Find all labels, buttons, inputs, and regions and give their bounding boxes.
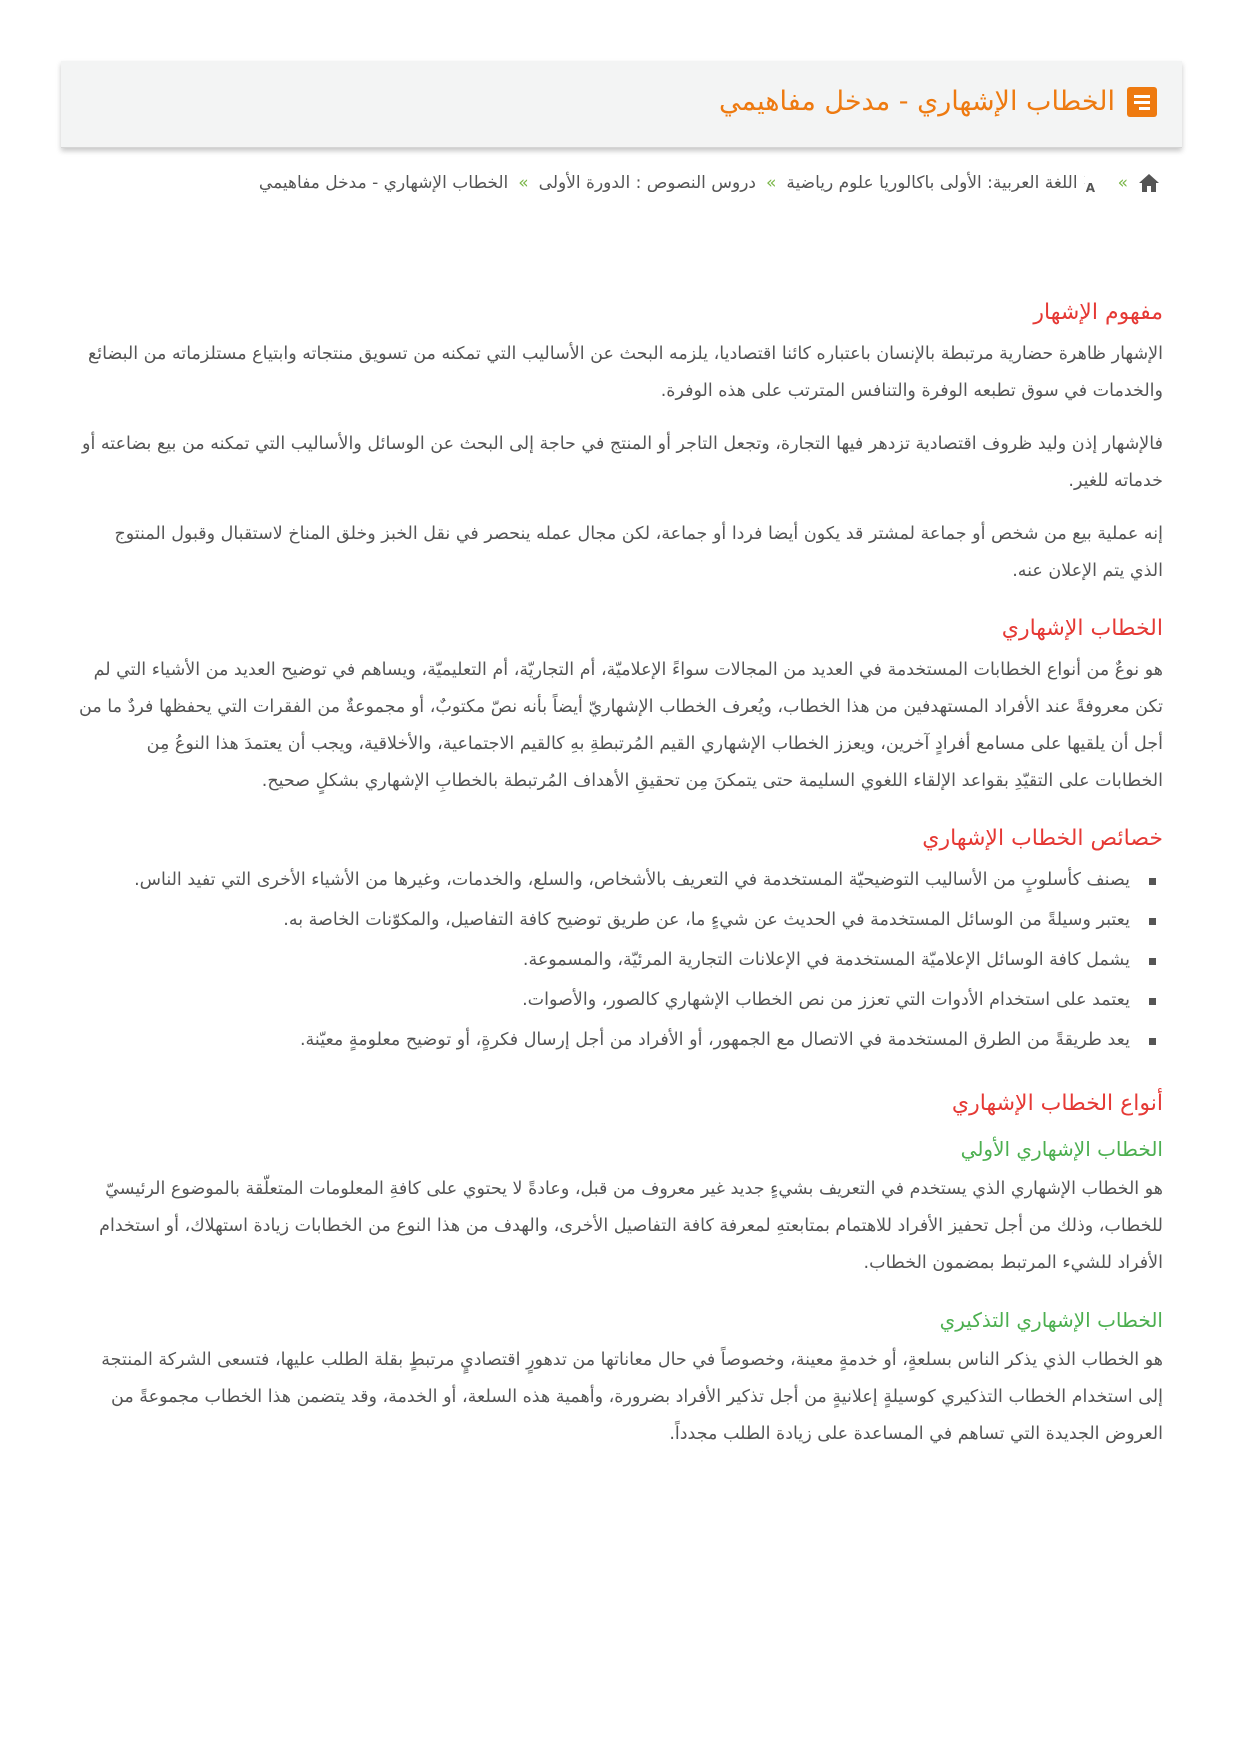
section-heading-features: خصائص الخطاب الإشهاري (922, 826, 1163, 851)
discourse-paragraph: هو نوعٌ من أنواع الخطابات المستخدمة في العديد من المجالات سواءً الإعلاميّة، أم التجاريّة، أم التعليميّة، ويساهم في توضيح العديد من الأشياء التي لم تكن معروفةً عند الأفراد المستهدفين من هذا الخطاب، ويُعرف الخطاب الإشهاريّ أيضاً بأنه نصّ مكتوبٌ، أو مجموعةٌ من الفقرات التي يحفظها فردٌ ما من أجل أن يلقيها على مسامع أفرادٍ آخرين، ويعزز الخطاب الإشهاري القيم المُرتبطةِ بهِ كالقيم الاجتماعية، والأخلاقية، ويجب أن يعتمدَ هذا النوعُ مِن الخطابات على التقيّدِ بقواعد الإلقاء اللغوي السليمة حتى يتمكنَ مِن تحقيقِ الأهداف المُرتبطة بالخطابِ الإشهاري بشكلٍ صحيح. (79, 660, 1163, 791)
title-card (61, 61, 1182, 148)
concept-paragraph: فالإشهار إذن وليد ظروف اقتصادية تزدهر فيها التجارة، وتجعل التاجر أو المنتج في حاجة إلى البحث عن الوسائل والأساليب التي تمكنه من بيع بضاعته أو خدماته للغير. (82, 434, 1163, 491)
features-list (79, 862, 1163, 1059)
primary-paragraph: هو الخطاب الإشهاري الذي يستخدم في التعريف بشيءٍ جديد غير معروف من قبل، وعادةً لا يحتوي على كافةِ المعلومات المتعلّقة بالموضوع الرئيسيّ للخطاب، وذلك من أجل تحفيز الأفراد للاهتمام بمتابعتهِ لمعرفة كافة التفاصيل الأخرى، والهدف من هذا النوع من الخطابات زيادة استهلاك، أو استخدام الأفراد للشيء المرتبط بمضمون الخطاب. (99, 1179, 1163, 1273)
list-item: يشمل كافة الوسائل الإعلاميّة المستخدمة في الإعلانات التجارية المرئيّة، والمسموعة. (79, 942, 1130, 979)
subheading-primary: الخطاب الإشهاري الأولي (960, 1137, 1163, 1161)
svg-text:A: A (1085, 181, 1095, 194)
breadcrumb-item-lessons[interactable]: دروس النصوص : الدورة الأولى (538, 173, 756, 193)
list-item: يعتمد على استخدام الأدوات التي تعزز من نص الخطاب الإشهاري كالصور، والأصوات. (79, 982, 1130, 1019)
breadcrumb (259, 170, 1160, 196)
section-heading-types: أنواع الخطاب الإشهاري (951, 1091, 1163, 1116)
reminder-paragraph: هو الخطاب الذي يذكر الناس بسلعةٍ، أو خدمةٍ معينة، وخصوصاً في حال معاناتها من تدهورٍ اقتصاديٍ مرتبطٍ بقلة الطلب عليها، فتسعى الشركة المنتجة إلى استخدام الخطاب التذكيري كوسيلةٍ إعلانيةٍ من أجل تذكير الأفراد بضرورة، وأهمية هذه السلعة، أو الخدمة، وقد يتضمن هذا الخطاب مجموعةً من العروض الجديدة التي تساهم في المساعدة على زيادة الطلب مجدداً. (101, 1350, 1163, 1444)
breadcrumb-item-course[interactable]: اللغة العربية: الأولى باكالوريا علوم رياضية (786, 173, 1078, 193)
home-icon[interactable] (1138, 173, 1160, 193)
section-heading-discourse: الخطاب الإشهاري (1001, 616, 1163, 641)
article-content (79, 290, 1163, 1469)
page-title: الخطاب الإشهاري - مدخل مفاهيمي (718, 86, 1115, 117)
list-item: يصنف كأسلوبٍ من الأساليب التوضيحيّة المستخدمة في التعريف بالأشخاص، والسلع، والخدمات، وغيرها من الأشياء الأخرى التي تفيد الناس. (79, 862, 1130, 899)
translate-icon (1084, 172, 1108, 194)
breadcrumb-separator: » (518, 173, 529, 193)
list-item: يعد طريقةً من الطرق المستخدمة في الاتصال مع الجمهور، أو الأفراد من أجل إرسال فكرةٍ، أو توضيح معلومةٍ معيّنة. (79, 1022, 1130, 1059)
breadcrumb-separator: » (766, 173, 777, 193)
section-heading-concept: مفهوم الإشهار (1033, 300, 1163, 325)
concept-paragraph: الإشهار ظاهرة حضارية مرتبطة بالإنسان باعتباره كائنا اقتصاديا، يلزمه البحث عن الأساليب التي تمكنه من تسويق منتجاته وابتياع مستلزماته من البضائع والخدمات في سوق تطبعه الوفرة والتنافس المترتب على هذه الوفرة. (87, 344, 1163, 401)
concept-paragraph: إنه عملية بيع من شخص أو جماعة لمشتر قد يكون أيضا فردا أو جماعة، لكن مجال عمله ينحصر في نقل الخبز وخلق المناخ لاستقبال وقبول المنتوج الذي يتم الإعلان عنه. (114, 524, 1163, 581)
subheading-reminder: الخطاب الإشهاري التذكيري (939, 1308, 1163, 1332)
breadcrumb-separator: » (1117, 173, 1128, 193)
list-item: يعتبر وسيلةً من الوسائل المستخدمة في الحديث عن شيءٍ ما، عن طريق توضيح كافة التفاصيل، والمكوّنات الخاصة به. (79, 902, 1130, 939)
document-icon (1127, 87, 1157, 117)
breadcrumb-item-current: الخطاب الإشهاري - مدخل مفاهيمي (258, 173, 509, 193)
